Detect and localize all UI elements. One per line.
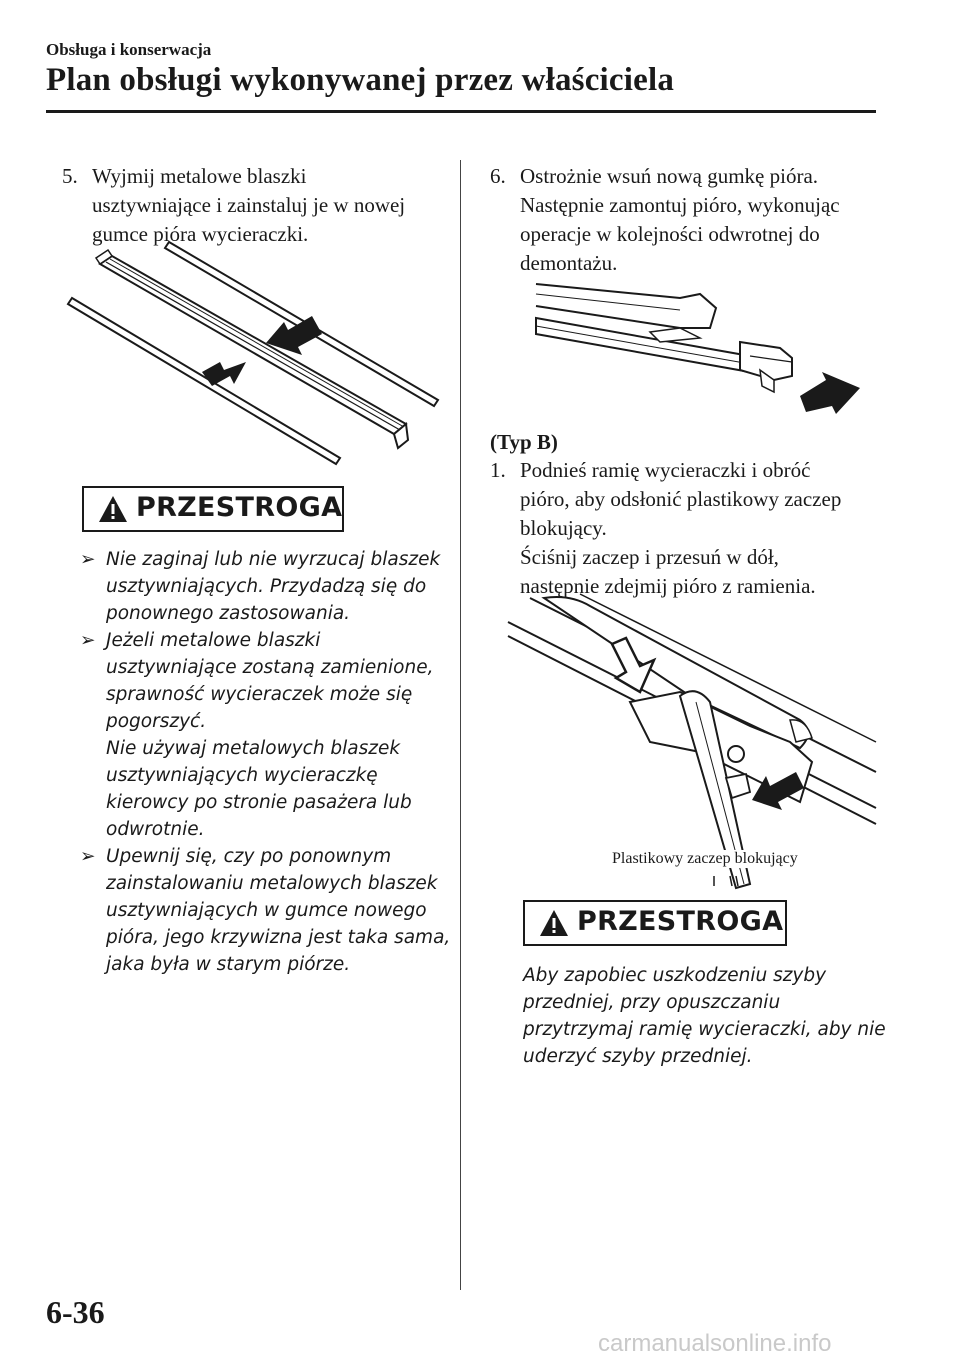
step-line: blokujący. — [520, 516, 607, 540]
caution-text — [523, 962, 893, 1070]
caution-line: Nie używaj metalowych blaszek — [106, 738, 401, 759]
caution-line: kierowcy po stronie pasażera lub — [106, 792, 412, 813]
caution-line: usztywniających w gumce nowego — [106, 900, 427, 921]
caution-box — [82, 486, 344, 532]
caution-line: Aby zapobiec uszkodzeniu szyby — [523, 965, 827, 986]
caution-line: uderzyć szyby przedniej. — [523, 1046, 753, 1067]
step-6 — [490, 162, 880, 278]
wiper-clip-illustration — [500, 592, 880, 892]
step-line: Następnie zamontuj pióro, wykonując — [520, 193, 840, 217]
triangle-bullet-icon: ➢ — [80, 846, 96, 867]
type-b-heading: (Typ B) — [490, 430, 558, 454]
step-1 — [490, 456, 880, 601]
step-line: pióro, aby odsłonić plastikowy zaczep — [520, 487, 842, 511]
caution-line: Upewnij się, czy po ponownym — [106, 846, 392, 867]
caution-line: zainstalowaniu metalowych blaszek — [106, 873, 438, 894]
step-number: 1. — [490, 458, 506, 482]
step-number: 6. — [490, 164, 506, 188]
step-line: Ściśnij zaczep i przesuń w dół, — [520, 545, 779, 569]
caution-label: PRZESTROGA — [136, 492, 343, 523]
header-rule — [46, 110, 876, 113]
step-line: następnie zdejmij pióro z ramienia. — [520, 574, 816, 598]
caution-line: ponownego zastosowania. — [106, 603, 351, 624]
page-title: Plan obsługi wykonywanej przez właściciela — [46, 62, 675, 98]
caution-item — [80, 843, 452, 978]
caution-line: przytrzymaj ramię wycieraczki, aby nie — [523, 1019, 886, 1040]
step-5 — [62, 162, 442, 249]
caution-line: Jeżeli metalowe blaszki — [106, 630, 321, 651]
caution-line: usztywniających wycieraczkę — [106, 765, 378, 786]
caution-line: sprawność wycieraczek może się — [106, 684, 413, 705]
blade-reassembly-illustration — [530, 272, 870, 422]
page-number: 6-36 — [46, 1294, 105, 1330]
caution-line: przedniej, przy opuszczaniu — [523, 992, 781, 1013]
caution-line: jaka była w starym piórze. — [106, 954, 351, 975]
step-line: Podnieś ramię wycieraczki i obróć — [520, 458, 811, 482]
step-line: Ostrożnie wsuń nową gumkę pióra. — [520, 164, 819, 188]
triangle-bullet-icon: ➢ — [80, 549, 96, 570]
warning-triangle-icon — [98, 495, 128, 523]
watermark: carmanualsonline.info — [598, 1330, 832, 1357]
warning-triangle-icon — [539, 909, 569, 937]
caution-list — [80, 546, 452, 978]
caution-line: usztywniających. Przydadzą się do — [106, 576, 427, 597]
triangle-bullet-icon: ➢ — [80, 630, 96, 651]
step-line: operacje w kolejności odwrotnej do — [520, 222, 820, 246]
stiffener-illustration — [62, 240, 452, 475]
step-line: usztywniające i zainstaluj je w nowej — [92, 193, 406, 217]
step-line: demontażu. — [520, 251, 618, 275]
caution-line: odwrotnie. — [106, 819, 205, 840]
step-line: Wyjmij metalowe blaszki — [92, 164, 307, 188]
caution-line: usztywniające zostaną zamienione, — [106, 657, 434, 678]
caution-item — [80, 627, 452, 843]
caution-line: pióra, jego krzywizna jest taka sama, — [106, 927, 451, 948]
caution-line: pogorszyć. — [106, 711, 207, 732]
figure-caption: Plastikowy zaczep blokujący — [612, 850, 798, 867]
column-divider — [460, 160, 461, 1290]
caution-label: PRZESTROGA — [577, 906, 784, 937]
section-title: Obsługa i konserwacja — [46, 40, 212, 59]
arrow-icon — [800, 372, 860, 414]
caution-item — [80, 546, 452, 627]
step-line: gumce pióra wycieraczki. — [92, 222, 309, 246]
caution-line: Nie zaginaj lub nie wyrzucaj blaszek — [106, 549, 441, 570]
caution-box — [523, 900, 787, 946]
step-number: 5. — [62, 164, 78, 188]
